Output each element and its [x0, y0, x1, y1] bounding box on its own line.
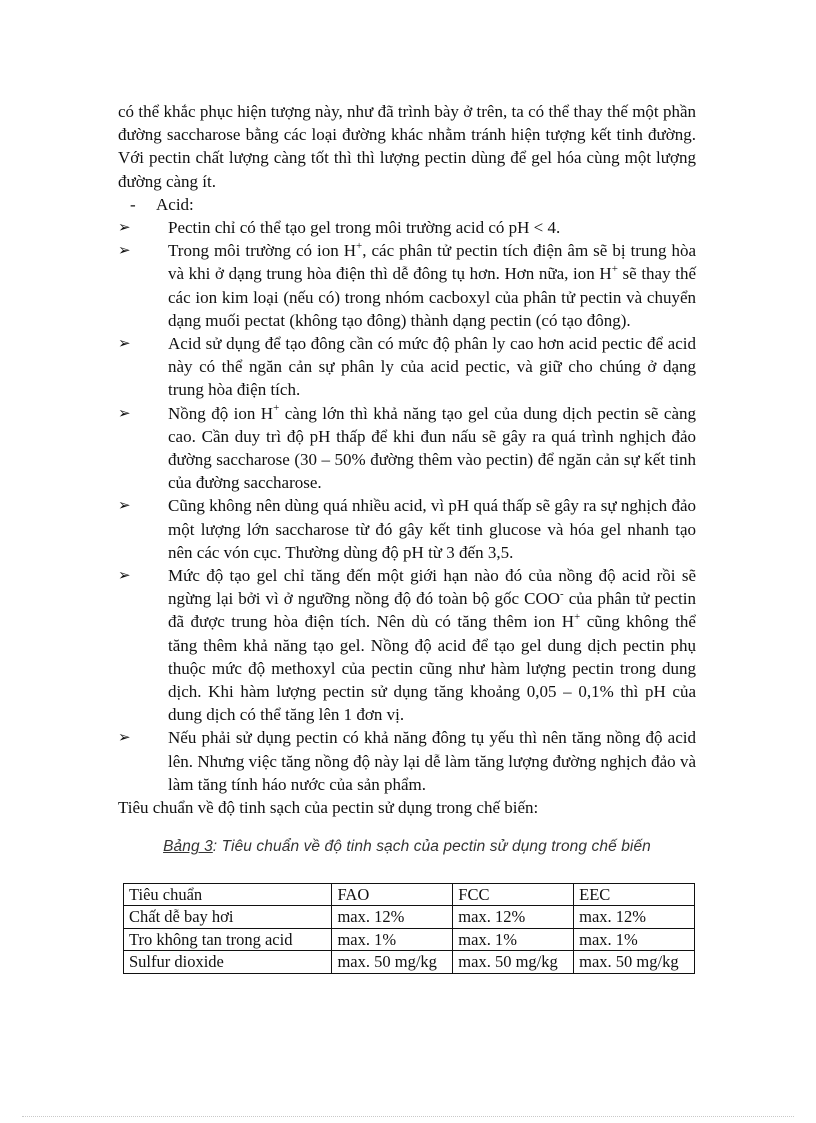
- paragraph-table-intro: Tiêu chuẩn về độ tinh sạch của pectin sử dụng trong chế biến:: [118, 798, 539, 818]
- table-header-cell: FAO: [332, 883, 453, 906]
- dash-bullet: -: [130, 194, 136, 214]
- bullet-item: [118, 494, 696, 564]
- table-header-cell: EEC: [574, 883, 695, 906]
- table-caption: [118, 835, 696, 858]
- table-cell: max. 12%: [332, 906, 453, 929]
- document-page: [118, 100, 696, 974]
- table-row: [124, 906, 695, 929]
- bullet-text: Nồng độ ion H+ càng lớn thì khả năng tạo gel của dung dịch pectin sẽ càng cao. Cần duy trì độ pH thấp để khi đun nấu sẽ gây ra quá trình nghịch đảo đường saccharose (30 – 50% đường thêm vào pectin) để ngăn cản sự kết tinh của đường saccharose.: [168, 401, 697, 493]
- table-cell: max. 12%: [574, 906, 695, 929]
- arrow-bullet-icon: ➢: [118, 403, 131, 422]
- arrow-bullet-icon: ➢: [118, 334, 131, 353]
- table-header-row: [124, 883, 695, 906]
- table-cell: max. 1%: [574, 928, 695, 951]
- bullet-item: [118, 332, 696, 402]
- bullet-text: Nếu phải sử dụng pectin có khả năng đông tụ yếu thì nên tăng nồng độ acid lên. Nhưng việc tăng nồng độ này lại dễ làm tăng lượng đường nghịch đảo và làm tăng tính háo nước của sản phẩm.: [168, 728, 696, 794]
- purity-standards-table: [123, 883, 695, 974]
- bullet-text: Cũng không nên dùng quá nhiều acid, vì pH quá thấp sẽ gây ra sự nghịch đảo một lượng lớn saccharose từ đó gây kết tinh glucose và hóa gel nhanh tạo nên các vón cục. Thường dùng độ pH từ 3 đến 3,5.: [168, 496, 696, 562]
- table-cell: max. 50 mg/kg: [574, 951, 695, 974]
- table-header-cell: FCC: [453, 883, 574, 906]
- table-header-cell: Tiêu chuẩn: [124, 883, 332, 906]
- bullet-text: Acid sử dụng để tạo đông cần có mức độ phân ly cao hơn acid pectic để acid này có thể ngăn cản sự phân ly của acid pectic, và giữ cho chúng ở dạng trung hòa điện tích.: [168, 334, 696, 400]
- bullet-item: [118, 726, 696, 796]
- bullet-text: Pectin chỉ có thể tạo gel trong môi trường acid có pH < 4.: [168, 218, 561, 238]
- table-caption-label: Bảng 3: [163, 838, 213, 856]
- bullet-text: Trong môi trường có ion H+, các phân tử pectin tích điện âm sẽ bị trung hòa và khi ở dạng trung hòa điện thì dễ đông tụ hơn. Hơn nữa, ion H+ sẽ thay thế các ion kim loại (nếu có) trong nhóm cacboxyl của phân tử pectin và chuyển dạng muối pectat (không tạo đông) thành dạng pectin (có tạo đông).: [168, 239, 696, 330]
- arrow-bullet-icon: ➢: [118, 728, 131, 747]
- table-row: [124, 951, 695, 974]
- table-cell: max. 50 mg/kg: [453, 951, 574, 974]
- table-cell: max. 12%: [453, 906, 574, 929]
- paragraph-intro: có thể khắc phục hiện tượng này, như đã trình bày ở trên, ta có thể thay thế một phần đường saccharose bằng các loại đường khác nhằm tránh hiện tượng kết tinh đường. Với pectin chất lượng càng tốt thì thì lượng pectin dùng để gel hóa cùng một lượng đường càng ít.: [118, 102, 696, 191]
- bullet-item: [118, 216, 696, 239]
- bullet-item: [118, 564, 696, 726]
- page-bottom-divider: [22, 1116, 794, 1117]
- table-cell: max. 50 mg/kg: [332, 951, 453, 974]
- table-cell: Chất dễ bay hơi: [124, 906, 332, 929]
- bullet-item: [118, 402, 696, 495]
- acid-heading-text: Acid:: [156, 194, 194, 214]
- table-cell: Tro không tan trong acid: [124, 928, 332, 951]
- table-caption-text: : Tiêu chuẩn về độ tinh sạch của pectin sử dụng trong chế biến: [212, 838, 651, 856]
- table-cell: max. 1%: [453, 928, 574, 951]
- arrow-bullet-icon: ➢: [118, 496, 131, 515]
- bullet-item: [118, 239, 696, 332]
- table-cell: Sulfur dioxide: [124, 951, 332, 974]
- acid-heading: [118, 193, 696, 216]
- table-row: [124, 928, 695, 951]
- arrow-bullet-icon: ➢: [118, 241, 131, 260]
- arrow-bullet-icon: ➢: [118, 566, 131, 585]
- bullet-text: Mức độ tạo gel chỉ tăng đến một giới hạn nào đó của nồng độ acid rồi sẽ ngừng lại bởi vì ở ngưỡng nồng độ đó toàn bộ gốc COO- của phân tử pectin đã được trung hòa điện tích. Nên dù có tăng thêm ion H+ cũng không thể tăng thêm khả năng tạo gel. Nồng độ acid để tạo gel dung dịch pectin phụ thuộc mức độ methoxyl của pectin cũng như hàm lượng pectin trong dung dịch. Khi hàm lượng pectin sử dụng tăng khoảng 0,05 – 0,1% thì pH của dung dịch có thể tăng lên 1 đơn vị.: [168, 566, 696, 725]
- arrow-bullet-icon: ➢: [118, 218, 131, 237]
- table-cell: max. 1%: [332, 928, 453, 951]
